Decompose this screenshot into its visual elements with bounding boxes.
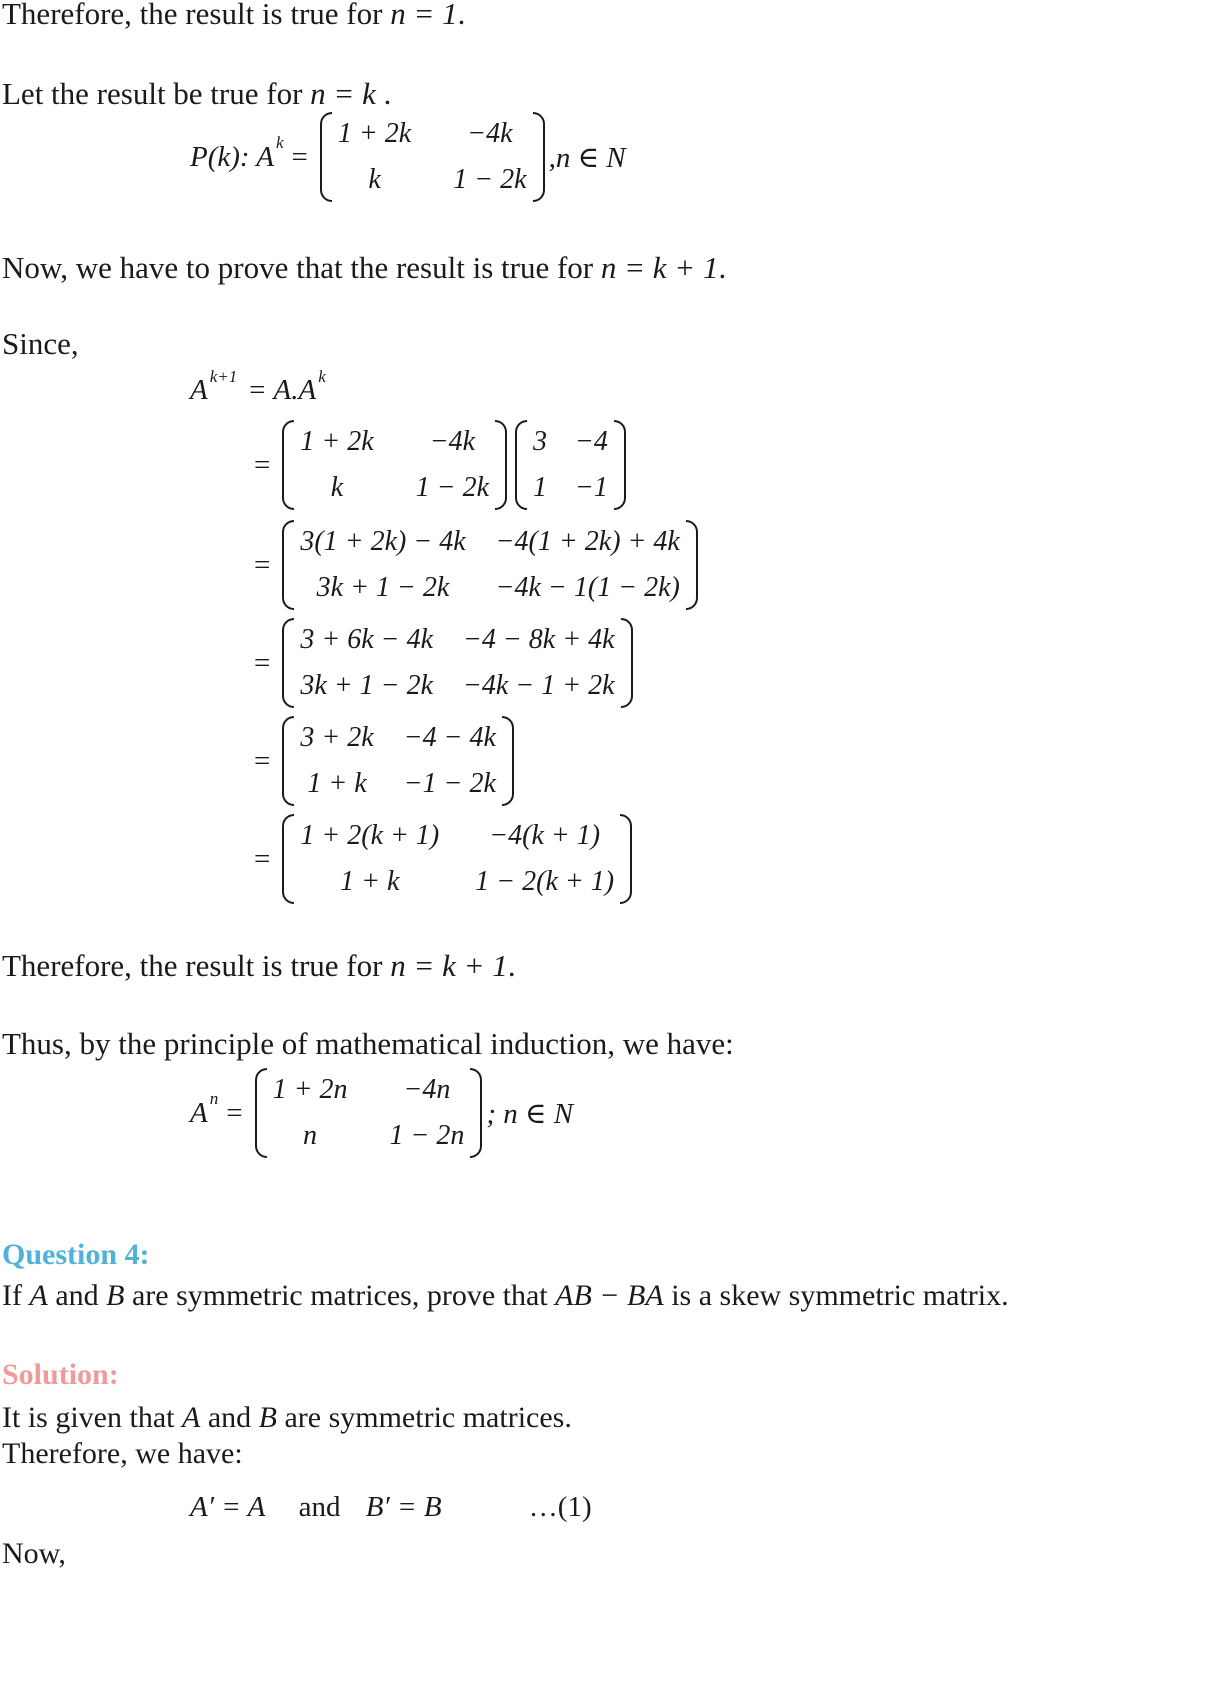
matrix-grid xyxy=(267,1068,471,1158)
matrix-pk xyxy=(320,112,545,202)
matrix-grid xyxy=(294,618,620,708)
eq-lhs: P(k): A xyxy=(190,140,274,173)
cell: −4k xyxy=(467,118,513,149)
cell: 3 xyxy=(533,426,548,457)
cell: 1 − 2(k + 1) xyxy=(475,866,615,897)
equals-sign: = xyxy=(254,548,271,581)
cell: 1 + 2k xyxy=(337,118,412,149)
cell: 3k + 1 − 2k xyxy=(300,670,434,701)
matrix-grid xyxy=(332,112,533,202)
question-heading: Question 4: xyxy=(2,1238,150,1271)
right-paren xyxy=(621,618,633,708)
equation-step-2 xyxy=(246,520,702,610)
superscript: k xyxy=(318,366,326,386)
text: Now, we have to prove that the result is true for xyxy=(2,250,601,285)
eq-lhs: A xyxy=(190,1096,208,1129)
right-paren xyxy=(686,520,698,610)
math-inline: n = k xyxy=(310,76,376,111)
equation-step-top xyxy=(190,366,326,407)
cell: 3k + 1 − 2k xyxy=(316,572,450,603)
math-inline: A xyxy=(29,1279,48,1312)
matrix-step4 xyxy=(282,716,514,806)
equals-sign: = xyxy=(254,448,271,481)
equation-symmetric xyxy=(190,1490,592,1524)
cell: −1 − 2k xyxy=(403,768,496,799)
punct: . xyxy=(718,250,727,285)
cell: 1 xyxy=(533,472,548,503)
cell: −4(k + 1) xyxy=(489,820,601,851)
cell: −4k − 1 + 2k xyxy=(463,670,615,701)
math-inline: A xyxy=(181,1401,201,1434)
equals-sign: = xyxy=(254,842,271,875)
punct: . xyxy=(507,948,516,983)
equation-final xyxy=(190,1068,573,1158)
text: and xyxy=(47,1279,107,1312)
equals-sign: = xyxy=(254,646,271,679)
math-inline: B′ = B xyxy=(365,1491,442,1523)
text: Therefore, the result is true for xyxy=(2,948,391,983)
math-inline: n = 1 xyxy=(390,0,458,31)
equals-sign: = xyxy=(254,744,271,777)
equation-step-1 xyxy=(246,420,630,510)
text: It is given that xyxy=(2,1401,182,1434)
cell: 1 + 2k xyxy=(300,426,374,457)
equation-ref: …(1) xyxy=(528,1491,592,1523)
text-line-induction xyxy=(2,1026,734,1062)
cell: −4 − 4k xyxy=(403,722,496,753)
text: is a skew symmetric matrix. xyxy=(663,1279,1009,1312)
left-paren xyxy=(255,1068,267,1158)
left-paren xyxy=(282,420,294,510)
superscript: k xyxy=(276,133,284,152)
eq-rhs: = A.A xyxy=(247,374,317,406)
cell: 1 + k xyxy=(307,768,367,799)
text-line-assume-k xyxy=(2,76,391,112)
matrix-step2 xyxy=(282,520,697,610)
solution-line-2: Therefore, we have: xyxy=(2,1437,243,1470)
matrix-step3 xyxy=(282,618,632,708)
right-paren xyxy=(470,1068,482,1158)
solution-heading: Solution: xyxy=(2,1358,119,1391)
cell: −1 xyxy=(575,472,608,503)
cell: −4 xyxy=(575,426,608,457)
matrix-grid xyxy=(294,814,620,904)
text-line-since xyxy=(2,326,79,362)
left-paren xyxy=(282,814,294,904)
equals-sign: = xyxy=(226,1096,243,1129)
matrix-grid xyxy=(294,716,502,806)
text: are symmetric matrices, prove that xyxy=(124,1279,556,1312)
eq-lhs: A xyxy=(190,374,208,406)
left-paren xyxy=(515,420,527,510)
text-line-prove-k1 xyxy=(2,250,726,286)
superscript: n xyxy=(209,1089,219,1108)
right-paren xyxy=(614,420,626,510)
left-paren xyxy=(282,716,294,806)
math-inline: AB − BA xyxy=(555,1279,664,1312)
text: and xyxy=(200,1401,259,1434)
solution-line-3: Now, xyxy=(2,1537,66,1570)
equation-step-5 xyxy=(246,814,636,904)
cell: 1 + 2(k + 1) xyxy=(300,820,440,851)
cell: 3 + 2k xyxy=(300,722,374,753)
matrix-step1-right xyxy=(515,420,626,510)
left-paren xyxy=(282,618,294,708)
right-paren xyxy=(502,716,514,806)
right-paren xyxy=(620,814,632,904)
solution-line-1 xyxy=(2,1400,572,1436)
math-inline: B xyxy=(258,1401,277,1434)
matrix-grid xyxy=(294,520,685,610)
text: are symmetric matrices. xyxy=(276,1401,572,1434)
matrix-final xyxy=(255,1068,483,1158)
cell: 3 + 6k − 4k xyxy=(300,624,434,655)
cell: n xyxy=(303,1120,318,1151)
text: If xyxy=(2,1279,30,1312)
equation-pk xyxy=(190,112,626,202)
right-paren xyxy=(533,112,545,202)
matrix-grid xyxy=(294,420,495,510)
cell: 1 − 2n xyxy=(389,1120,465,1151)
cell: −4 − 8k + 4k xyxy=(463,624,615,655)
cell: 1 − 2k xyxy=(453,164,527,195)
text: Thus, by the principle of mathematical induction, we have: xyxy=(2,1026,734,1061)
equals-sign: = xyxy=(291,140,308,173)
cell: −4n xyxy=(403,1074,451,1105)
text-line-result-n1 xyxy=(2,0,465,32)
equation-step-4 xyxy=(246,716,518,806)
cell: 3(1 + 2k) − 4k xyxy=(300,526,466,557)
superscript: k+1 xyxy=(209,366,238,386)
math-inline: B xyxy=(106,1279,125,1312)
cell: −4k xyxy=(429,426,476,457)
eq-tail: ,n ∈ N xyxy=(548,141,626,174)
cell: k xyxy=(368,164,381,195)
cell: k xyxy=(330,472,344,503)
equation-step-3 xyxy=(246,618,637,708)
cell: 1 + 2n xyxy=(272,1074,348,1105)
matrix-step5 xyxy=(282,814,632,904)
cell: −4(1 + 2k) + 4k xyxy=(495,526,680,557)
math-inline: n = k + 1 xyxy=(390,948,508,983)
text-line-result-k1 xyxy=(2,948,516,984)
text: Let the result be true for xyxy=(2,76,311,111)
cell: −4k − 1(1 − 2k) xyxy=(495,572,680,603)
punct: . xyxy=(375,76,392,111)
text: and xyxy=(298,1491,341,1523)
left-paren xyxy=(320,112,332,202)
right-paren xyxy=(495,420,507,510)
punct: . xyxy=(457,0,466,31)
matrix-step1-left xyxy=(282,420,507,510)
left-paren xyxy=(282,520,294,610)
matrix-grid xyxy=(527,420,614,510)
cell: 1 + k xyxy=(340,866,400,897)
math-inline: A′ = A xyxy=(190,1491,266,1523)
question-text xyxy=(2,1278,1009,1314)
text: Since, xyxy=(2,326,79,361)
text: Therefore, the result is true for xyxy=(2,0,391,31)
cell: 1 − 2k xyxy=(415,472,490,503)
math-inline: n = k + 1 xyxy=(600,250,719,285)
eq-tail: ; n ∈ N xyxy=(486,1097,574,1130)
